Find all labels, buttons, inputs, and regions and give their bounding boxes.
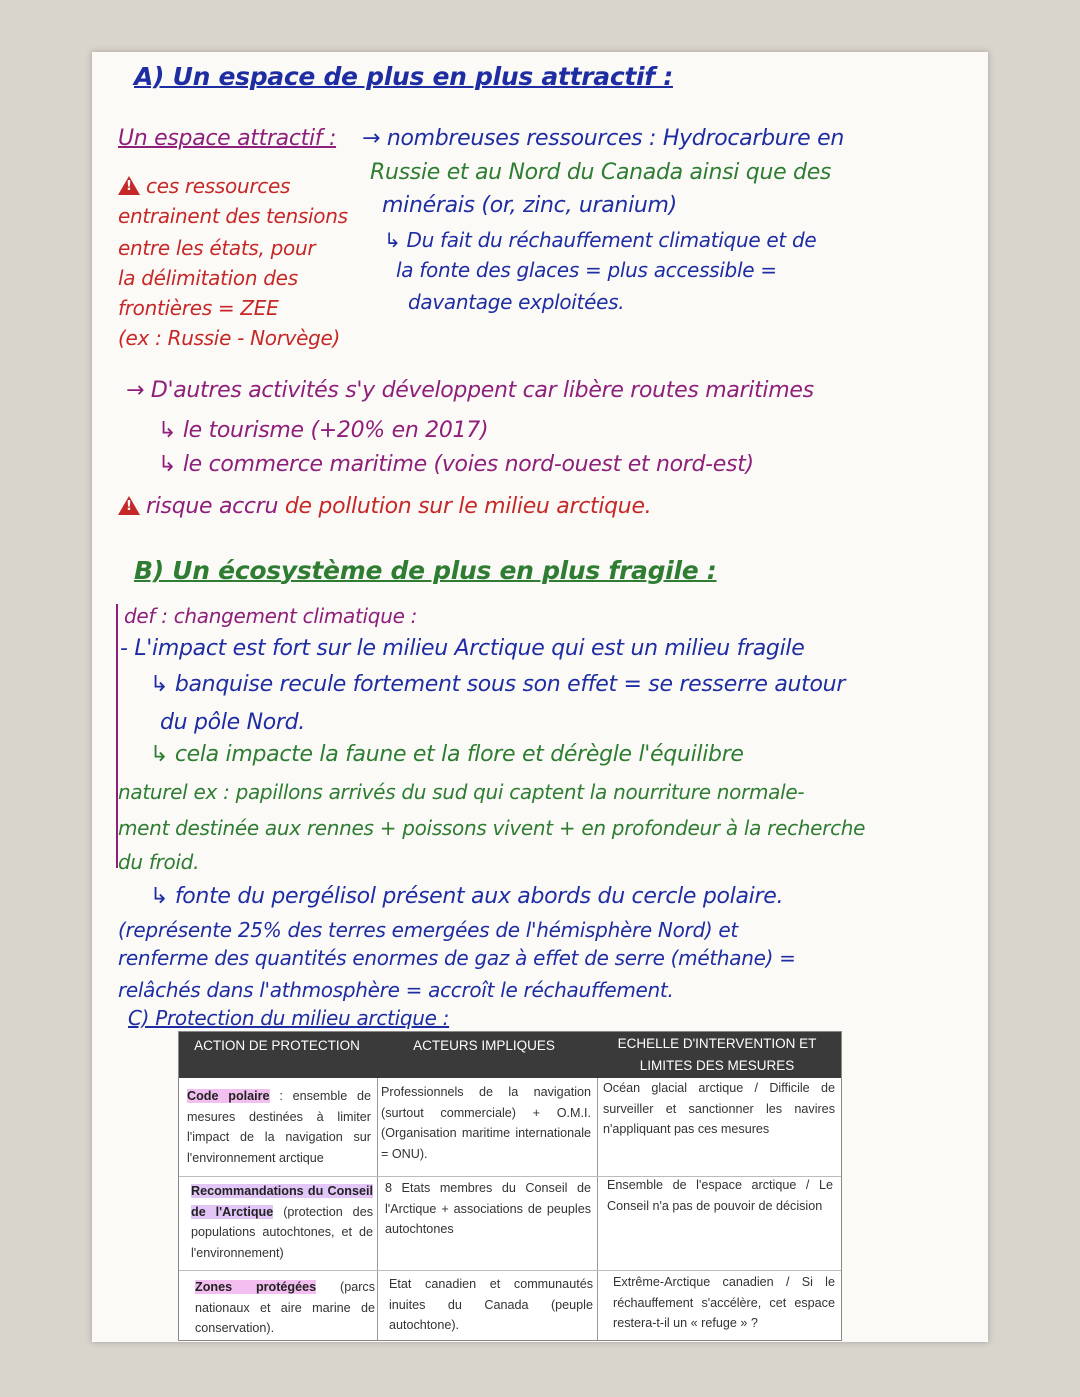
tension-line-1: entrainent des tensions (118, 204, 348, 228)
protection-table (178, 1031, 842, 1341)
release-line: relâchés dans l'athmosphère = accroît le réchauffement. (118, 978, 674, 1002)
fauna-flora-line: ↳ cela impacte la faune et la flore et dérègle l'équilibre (150, 742, 744, 767)
header-limites: LIMITES DES MESURES (639, 1058, 795, 1073)
melting-line: la fonte des glaces = plus accessible = (396, 258, 777, 282)
greenhouse-gas-line: renferme des quantités enormes de gaz à effet de serre (méthane) = (118, 946, 796, 970)
permafrost-share-line: (représente 25% des terres emergées de l'hémisphère Nord) et (118, 918, 738, 942)
tourism-line: ↳ le tourisme (+20% en 2017) (158, 418, 489, 443)
column-divider (597, 1078, 598, 1340)
table-row-2-acteurs: 8 Etats membres du Conseil de l'Arctique + associations de peuples autochtones (385, 1181, 591, 1236)
section-a-title: A) Un espace de plus en plus attractif : (134, 62, 673, 91)
header-acteurs: ACTEURS IMPLIQUES (413, 1038, 555, 1053)
minerals-line: minérais (or, zinc, uranium) (382, 193, 677, 218)
exploited-line: davantage exploitées. (408, 290, 625, 314)
other-activities-line: → D'autres activités s'y développent car libère routes maritimes (126, 378, 814, 403)
tension-warning: !ces ressources (118, 174, 290, 198)
tension-line-3: la délimitation des (118, 266, 298, 290)
table-row-1-echelle: Océan glacial arctique / Difficile de surveiller et sanctionner les navires n'appliquant pas ces mesures (603, 1081, 835, 1136)
tension-line-4: frontières = ZEE (118, 296, 279, 320)
table-row-2-echelle: Ensemble de l'espace arctique / Le Conseil n'a pas de pouvoir de décision (607, 1178, 833, 1213)
warming-line: ↳ Du fait du réchauffement climatique et de (384, 228, 817, 252)
tension-line-2: entre les états, pour (118, 236, 316, 260)
warning-icon (118, 176, 140, 195)
definition-line: def : changement climatique : (124, 604, 418, 628)
header-echelle: ECHELLE D'INTERVENTION ET (617, 1036, 817, 1051)
example-line-3: du froid. (118, 850, 200, 874)
maritime-trade-line: ↳ le commerce maritime (voies nord-ouest et nord-est) (158, 452, 754, 477)
attractive-space-label: Un espace attractif : (118, 126, 337, 151)
tension-example: (ex : Russie - Norvège) (118, 326, 341, 350)
table-row-3-echelle: Extrême-Arctique canadien / Si le réchauffement s'accélère, cet espace restera-t-il un « refuge » ? (613, 1275, 835, 1330)
resources-location-line: Russie et au Nord du Canada ainsi que des (370, 160, 832, 185)
resources-line: → nombreuses ressources : Hydrocarbure en (362, 126, 844, 151)
table-row-1-action: Code polaire : ensemble de mesures destinées à limiter l'impact de la navigation sur l'environnement arctique (187, 1089, 372, 1165)
impact-line: - L'impact est fort sur le milieu Arctique qui est un milieu fragile (120, 636, 805, 661)
table-row-3-acteurs: Etat canadien et communautés inuites du Canada (peuple autochtone). (389, 1277, 593, 1332)
table-row-2-action: Recommandations du Conseil de l'Arctique (protection des populations autochtones, et de l'environnement) (191, 1184, 373, 1260)
table-header (179, 1032, 841, 1078)
example-line-1: naturel ex : papillons arrivés du sud qui captent la nourriture normale- (118, 780, 805, 804)
column-divider (377, 1078, 378, 1340)
example-line-2: ment destinée aux rennes + poissons vivent + en profondeur à la recherche (118, 816, 866, 840)
header-action: ACTION DE PROTECTION (194, 1038, 360, 1053)
section-c-title: C) Protection du milieu arctique : (128, 1006, 450, 1030)
pollution-risk-line: !risque accru de pollution sur le milieu arctique. (118, 494, 651, 519)
table-row-3-action: Zones protégées (parcs nationaux et aire marine de conservation). (195, 1280, 375, 1335)
row-divider (179, 1270, 841, 1271)
permafrost-line: ↳ fonte du pergélisol présent aux abords du cercle polaire. (150, 884, 784, 909)
north-pole-line: du pôle Nord. (160, 710, 305, 735)
ice-retreat-line: ↳ banquise recule fortement sous son effet = se resserre autour (150, 672, 846, 697)
table-row-1-acteurs: Professionnels de la navigation (surtout commerciale) + O.M.I. (Organisation maritime internationale = ONU). (381, 1085, 591, 1161)
warning-icon (118, 496, 140, 515)
section-b-title: B) Un écosystème de plus en plus fragile : (134, 556, 717, 585)
